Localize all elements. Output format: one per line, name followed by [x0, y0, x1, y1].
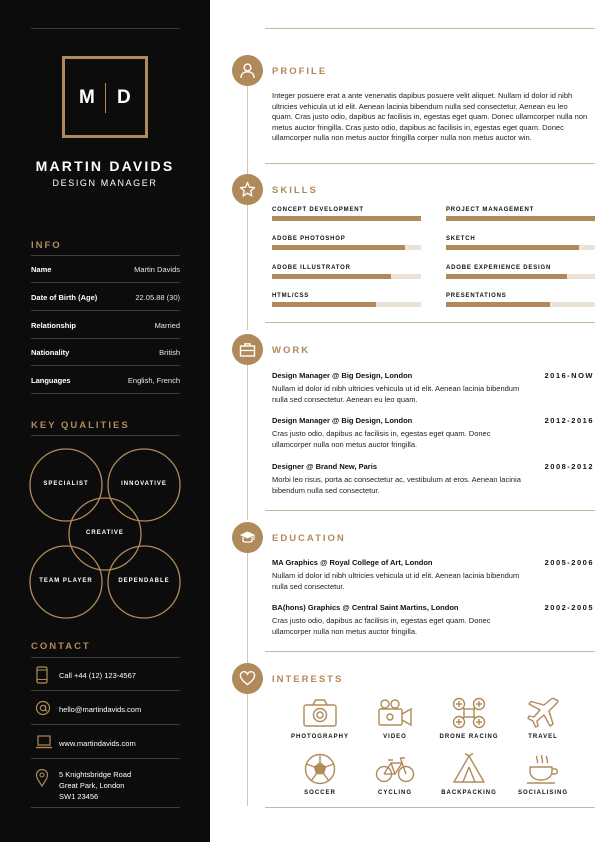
skill-item: [446, 236, 595, 242]
skill-label: ADOBE PHOTOSHOP: [272, 236, 346, 242]
skill-bar-track: [272, 302, 421, 307]
contact-phone: Call +44 (12) 123-4567: [59, 671, 136, 680]
profile-section-title: PROFILE: [272, 66, 328, 77]
camera-icon: [302, 697, 338, 729]
contact-website-row[interactable]: [31, 726, 180, 759]
timeline-line: [247, 86, 248, 176]
job-dates: 2016-NOW: [544, 371, 594, 380]
person-name: MARTIN DAVIDS: [35, 158, 175, 174]
skill-item: [272, 293, 421, 299]
contact-phone-row[interactable]: [31, 658, 180, 691]
education-entry: [272, 558, 594, 592]
work-entry: [272, 371, 594, 405]
section-divider: [265, 322, 595, 323]
job-dates: 2012-2016: [544, 416, 594, 425]
interest-drone-racing: [429, 697, 509, 740]
skill-item: [272, 236, 421, 242]
person-role: DESIGN MANAGER: [52, 178, 158, 188]
skill-bar-track: [272, 274, 421, 279]
drone-icon: [451, 697, 487, 729]
heart-icon: [239, 670, 256, 687]
info-row-nationality: [31, 339, 180, 366]
monogram-logo: [62, 56, 148, 138]
skill-item: [272, 207, 421, 213]
interest-video: [355, 697, 435, 740]
education-section-title: EDUCATION: [272, 533, 346, 544]
monogram-left-letter: M: [79, 87, 95, 108]
info-key: Relationship: [31, 321, 77, 330]
main-bottom-rule: [265, 807, 595, 808]
sidebar: [0, 0, 210, 842]
timeline-line: [247, 694, 248, 806]
degree-title: MA Graphics @ Royal College of Art, London: [272, 558, 433, 567]
skill-bar-fill: [272, 274, 391, 279]
job-description: Cras justo odio, dapibus ac facilisis in, egestas eget quam. Donec ullamcorper nulla non metus auctor fringilla.: [272, 429, 491, 449]
interest-photography: [280, 697, 360, 740]
address-line: Great Park, London: [59, 781, 125, 790]
info-heading: INFO: [31, 240, 62, 251]
profile-section-icon: [232, 55, 263, 86]
address-line: SW1 23456: [59, 792, 99, 801]
contact-email: hello@martindavids.com: [59, 705, 142, 714]
interest-socialising: [503, 753, 583, 796]
contact-address: [59, 769, 131, 802]
skill-item: [446, 207, 595, 213]
location-pin-icon: [35, 769, 49, 787]
quality-innovative: INNOVATIVE: [121, 481, 167, 487]
qualities-divider: [31, 435, 180, 436]
skill-bar-track: [272, 245, 421, 250]
degree-title: BA(hons) Graphics @ Central Saint Martins, London: [272, 603, 459, 612]
degree-dates: 2002-2005: [544, 603, 594, 612]
skill-item: [446, 265, 595, 271]
education-entry: [272, 603, 594, 637]
timeline-line: [247, 365, 248, 520]
airplane-icon: [525, 697, 561, 729]
skill-bar-fill: [446, 245, 579, 250]
qualities-heading: KEY QUALITIES: [31, 420, 130, 431]
timeline-line: [247, 553, 248, 663]
info-key: Nationality: [31, 348, 70, 357]
quality-dependable: DEPENDABLE: [118, 578, 170, 584]
info-value: British: [159, 348, 180, 357]
section-divider: [265, 163, 595, 164]
work-entry: [272, 416, 594, 450]
skill-item: [446, 293, 595, 299]
skill-label: HTML/CSS: [272, 293, 310, 299]
timeline-line: [247, 205, 248, 330]
skill-bar-fill: [272, 245, 405, 250]
skill-label: ADOBE ILLUSTRATOR: [272, 265, 351, 271]
degree-dates: 2005-2006: [544, 558, 594, 567]
qualities-venn: [25, 446, 185, 622]
contact-email-row[interactable]: [31, 692, 180, 725]
skill-bar-fill: [446, 302, 550, 307]
skill-bar-track: [272, 216, 421, 221]
interest-label: VIDEO: [383, 734, 407, 740]
at-sign-icon: [35, 700, 51, 716]
skill-label: CONCEPT DEVELOPMENT: [272, 207, 364, 213]
skill-bar-fill: [446, 274, 567, 279]
info-value: English, French: [127, 376, 180, 385]
interests-section-title: INTERESTS: [272, 674, 344, 685]
star-icon: [239, 181, 256, 198]
skill-bar-track: [446, 245, 595, 250]
skill-bar-fill: [446, 216, 595, 221]
skill-bar-fill: [272, 216, 421, 221]
work-entry: [272, 462, 594, 496]
monogram-divider: [105, 83, 106, 113]
info-key: Date of Birth (Age): [31, 293, 98, 302]
degree-description: Cras justo odio, dapibus ac facilisis in, egestas eget quam. Donec ullamcorper nulla non metus auctor fringilla.: [272, 616, 491, 636]
education-section-icon: [232, 522, 263, 553]
job-description: Morbi leo risus, porta ac consectetur ac, vestibulum at eros. Aenean lacinia bibendum nulla sed consectetur.: [272, 475, 521, 495]
skill-label: PRESENTATIONS: [446, 293, 507, 299]
skill-bar-track: [446, 302, 595, 307]
user-icon: [239, 62, 256, 79]
job-dates: 2008-2012: [544, 462, 594, 471]
profile-summary: Integer posuere erat a ante venenatis dapibus posuere velit aliquet. Nullam id dolor id nibh ultricies vehicula ut id elit. Aenean lacinia bibendum nulla sed consectetur. Aenean eu leo quam. Cras justo odio, dapibus ac facilisis in, egestas eget quam. Donec ullamcorper nulla non metus auctor fringilla. Cras justo odio, dapibus ac facilisis in, egestas eget quam. Donec ullamcorper nulla non metus auctor fringilla corper nulla non metus auctor win.: [272, 91, 588, 142]
interest-travel: [503, 697, 583, 740]
interest-label: TRAVEL: [528, 734, 558, 740]
work-section-title: WORK: [272, 345, 311, 356]
contact-website: www.martindavids.com: [59, 739, 136, 748]
info-value: Married: [154, 321, 180, 330]
job-title: Designer @ Brand New, Paris: [272, 462, 377, 471]
address-line: 5 Knightsbridge Road: [59, 770, 132, 779]
work-section-icon: [232, 334, 263, 365]
coffee-cup-icon: [525, 753, 561, 785]
sidebar-top-divider: [31, 28, 180, 29]
info-value: 22.05.88 (30): [135, 293, 180, 302]
skills-section-icon: [232, 174, 263, 205]
soccer-ball-icon: [302, 753, 338, 785]
tent-icon: [451, 753, 487, 785]
skill-item: [272, 265, 421, 271]
skill-label: PROJECT MANAGEMENT: [446, 207, 535, 213]
info-row-name: [31, 256, 180, 283]
mobile-phone-icon: [35, 666, 49, 684]
interest-label: BACKPACKING: [441, 790, 497, 796]
monogram-right-letter: D: [117, 87, 131, 108]
video-camera-icon: [377, 697, 413, 729]
info-value: Martin Davids: [134, 265, 180, 274]
interest-label: SOCIALISING: [517, 790, 568, 796]
quality-team-player: TEAM PLAYER: [39, 578, 93, 584]
skills-section-title: SKILLS: [272, 185, 318, 196]
skill-bar-track: [446, 274, 595, 279]
info-key: Languages: [31, 376, 71, 385]
skill-label: SKETCH: [446, 236, 476, 242]
info-key: Name: [31, 265, 52, 274]
laptop-icon: [35, 735, 53, 749]
section-divider: [265, 510, 595, 511]
section-divider: [265, 651, 595, 652]
interest-label: SOCCER: [304, 790, 336, 796]
main-top-rule: [265, 28, 595, 29]
quality-specialist: SPECIALIST: [43, 481, 89, 487]
quality-creative: CREATIVE: [86, 530, 124, 536]
job-description: Nullam id dolor id nibh ultricies vehicula ut id elit. Aenean lacinia bibendum nulla sed consectetur. Aenean eu leo quam.: [272, 384, 520, 404]
graduation-cap-icon: [239, 529, 256, 546]
contact-heading: CONTACT: [31, 641, 91, 652]
interest-cycling: [355, 753, 435, 796]
skill-label: ADOBE EXPERIENCE DESIGN: [446, 265, 552, 271]
info-row-dob: [31, 284, 180, 311]
contact-address-row: [31, 760, 180, 808]
job-title: Design Manager @ Big Design, London: [272, 371, 413, 380]
interests-section-icon: [232, 663, 263, 694]
interest-soccer: [280, 753, 360, 796]
interest-label: DRONE RACING: [439, 734, 499, 740]
skill-bar-track: [446, 216, 595, 221]
info-row-languages: [31, 367, 180, 394]
degree-description: Nullam id dolor id nibh ultricies vehicula ut id elit. Aenean lacinia bibendum nulla sed consectetur.: [272, 571, 520, 591]
interest-backpacking: [429, 753, 509, 796]
interest-label: PHOTOGRAPHY: [291, 734, 349, 740]
bicycle-icon: [375, 753, 415, 785]
interest-label: CYCLING: [378, 790, 412, 796]
skill-bar-fill: [272, 302, 376, 307]
briefcase-icon: [239, 341, 256, 358]
info-row-relationship: [31, 312, 180, 339]
job-title: Design Manager @ Big Design, London: [272, 416, 413, 425]
